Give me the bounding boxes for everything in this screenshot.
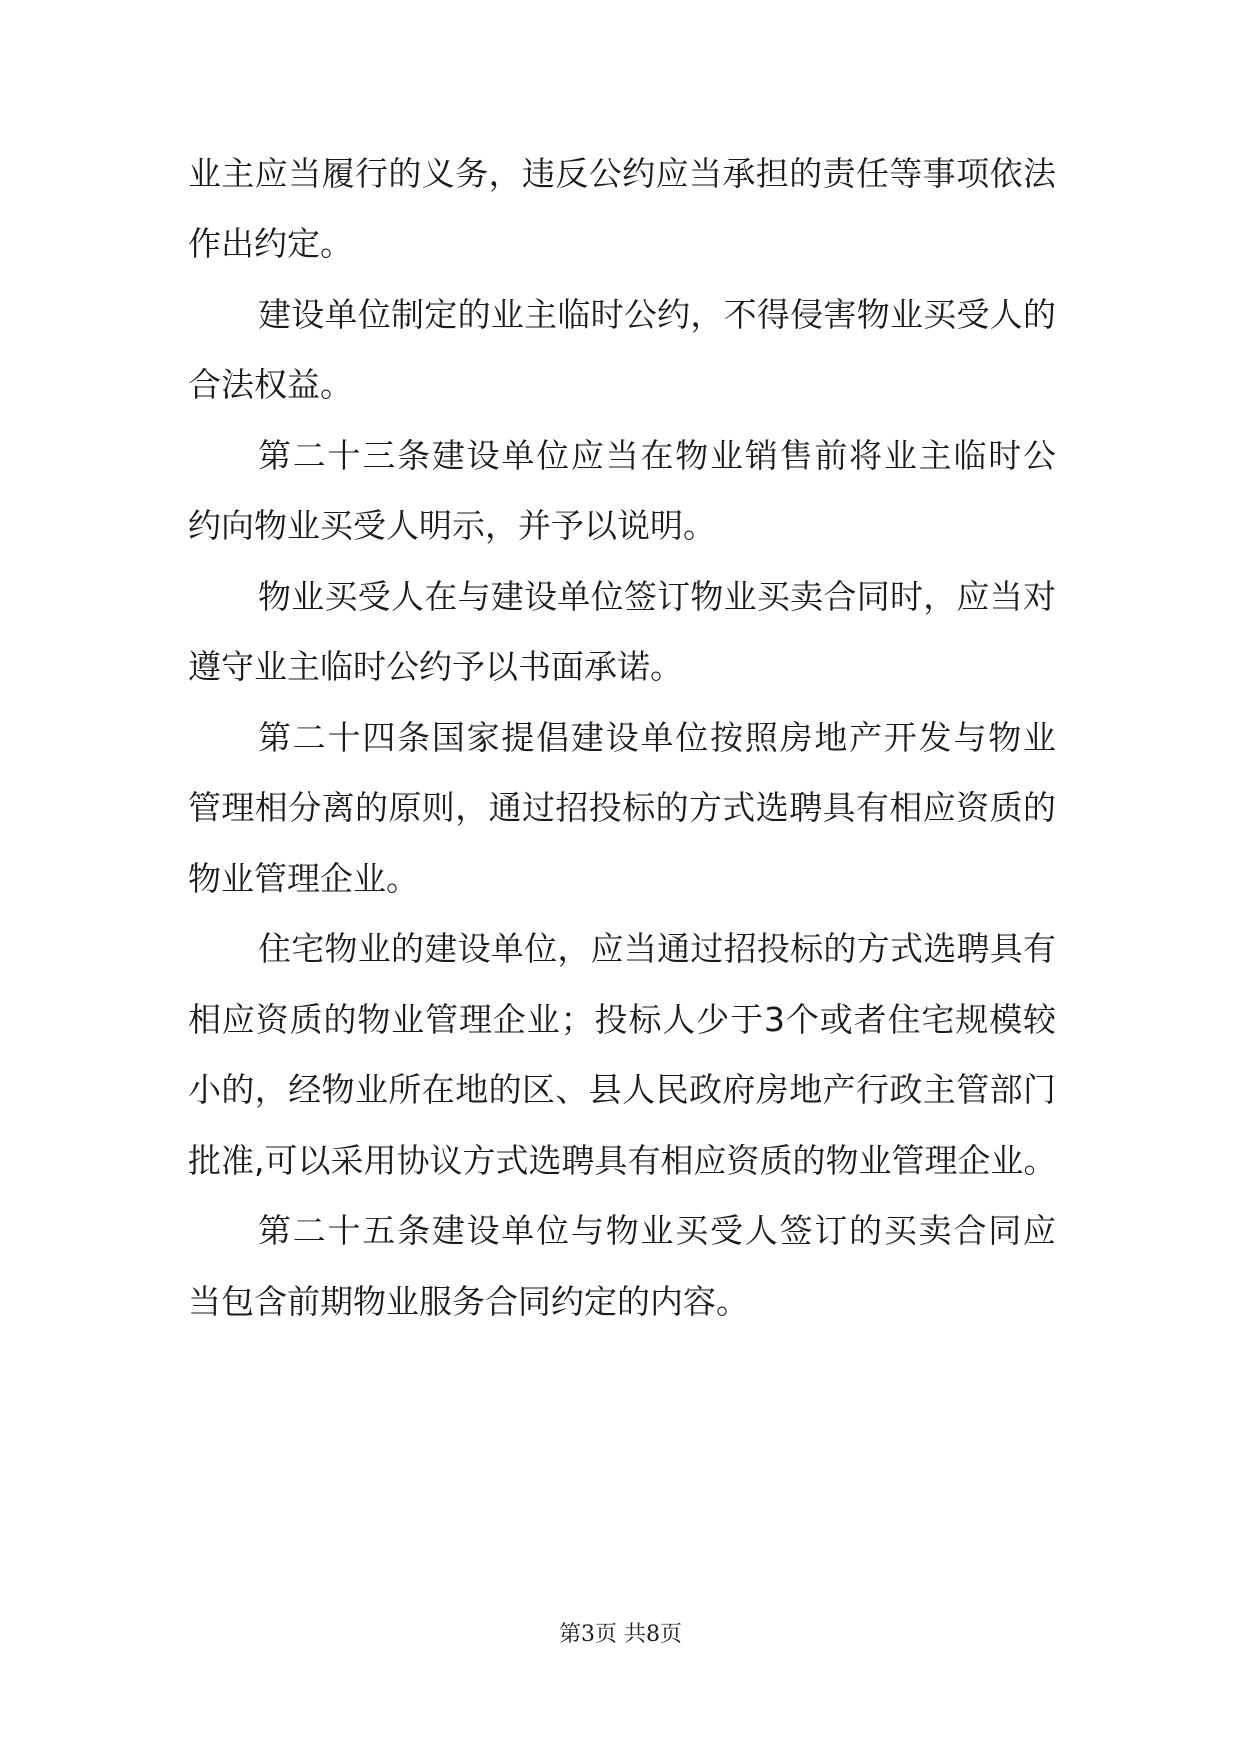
page-number: 第3页 共8页	[559, 1622, 682, 1647]
text-line: 第二十三条建设单位应当在物业销售前将业主临时公	[258, 436, 1056, 475]
text-line: 批准,可以采用协议方式选聘具有相应资质的物业管理企业。	[188, 1141, 1056, 1180]
text-line: 住宅物业的建设单位，应当通过招投标的方式选聘具有	[258, 929, 1056, 968]
text-line: 合法权益。	[188, 365, 353, 404]
text-line: 遵守业主临时公约予以书面承诺。	[188, 647, 683, 686]
text-line: 管理相分离的原则，通过招投标的方式选聘具有相应资质的	[188, 788, 1056, 827]
text-line: 业主应当履行的义务，违反公约应当承担的责任等事项依法	[188, 154, 1056, 193]
text-line: 作出约定。	[188, 224, 353, 263]
text-line: 小的，经物业所在地的区、县人民政府房地产行政主管部门	[188, 1070, 1056, 1109]
text-line: 建设单位制定的业主临时公约，不得侵害物业买受人的	[258, 295, 1056, 334]
text-line: 第二十四条国家提倡建设单位按照房地产开发与物业	[258, 718, 1056, 757]
text-line: 约向物业买受人明示，并予以说明。	[188, 506, 716, 545]
text-line: 相应资质的物业管理企业；投标人少于3个或者住宅规模较	[188, 1000, 1056, 1039]
text-line: 物业买受人在与建设单位签订物业买卖合同时，应当对	[258, 577, 1056, 616]
text-line: 第二十五条建设单位与物业买受人签订的买卖合同应	[258, 1211, 1056, 1250]
text-line: 当包含前期物业服务合同约定的内容。	[188, 1282, 749, 1321]
text-line: 物业管理企业。	[188, 859, 419, 898]
